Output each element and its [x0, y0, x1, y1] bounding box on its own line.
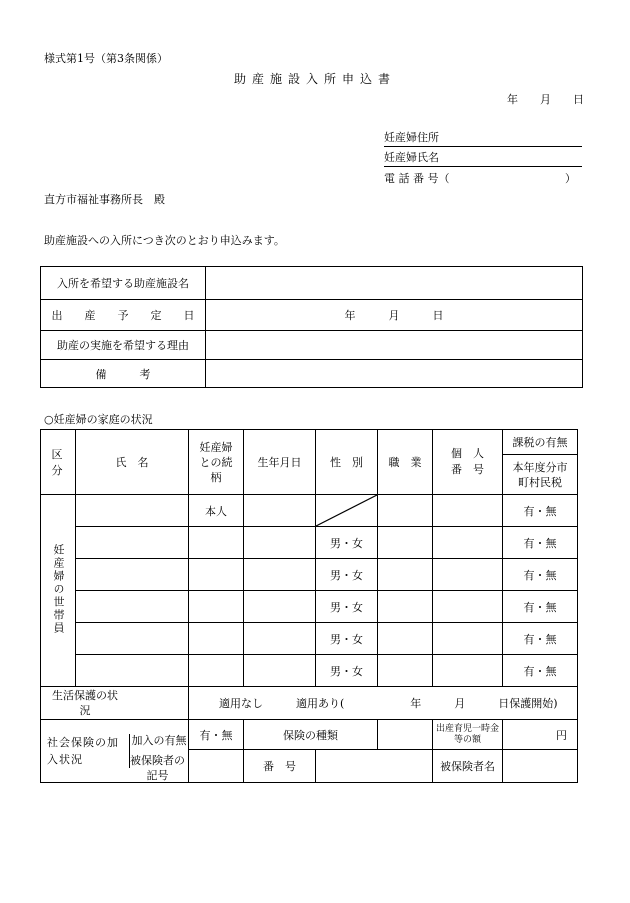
- insured-name-label: 被保険者名: [433, 750, 503, 783]
- member-sex-1: [316, 495, 378, 527]
- addressee: 直方市福祉事務所長 殿: [44, 193, 165, 206]
- member-sex-3[interactable]: 男・女: [316, 559, 378, 591]
- header-sex: 性 別: [316, 430, 378, 495]
- lump-sum-value[interactable]: 円: [503, 720, 578, 750]
- member-sex-5[interactable]: 男・女: [316, 623, 378, 655]
- welfare-label: 生活保護の状況: [41, 687, 189, 720]
- applicant-address-label: 妊産婦住所: [384, 131, 439, 144]
- member-number-6[interactable]: [433, 655, 503, 687]
- member-occupation-3[interactable]: [378, 559, 433, 591]
- application-table: [40, 266, 583, 388]
- remarks-label: 備 考: [41, 360, 206, 388]
- due-date-label: 出 産 予 定 日: [41, 300, 206, 331]
- diagonal-slash: [316, 495, 377, 526]
- applicant-phone-close: ）: [565, 172, 576, 185]
- member-birthdate-4[interactable]: [244, 591, 316, 623]
- member-relation-2[interactable]: [189, 527, 244, 559]
- insured-symbol-input[interactable]: [189, 750, 244, 783]
- header-tax-subheader: 本年度分市町村民税: [503, 455, 578, 495]
- member-relation-1[interactable]: 本人: [189, 495, 244, 527]
- member-name-5[interactable]: [76, 623, 189, 655]
- applicant-name-label: 妊産婦氏名: [384, 151, 439, 164]
- member-birthdate-1[interactable]: [244, 495, 316, 527]
- member-tax-4[interactable]: 有・無: [503, 591, 578, 623]
- member-relation-6[interactable]: [189, 655, 244, 687]
- insured-symbol-label: 被保険者の記号: [130, 754, 185, 782]
- header-category: 区分: [41, 430, 76, 495]
- application-date: 年 月 日: [507, 93, 584, 106]
- form-title: 助産施設入所申込書: [233, 72, 396, 86]
- member-sex-2[interactable]: 男・女: [316, 527, 378, 559]
- insurance-enrolled-value[interactable]: 有・無: [189, 720, 244, 750]
- intro-text: 助産施設への入所につき次のとおり申込みます。: [44, 234, 285, 247]
- reason-label: 助産の実施を希望する理由: [41, 331, 206, 360]
- header-individual-number: 個 人番 号: [433, 430, 503, 495]
- member-number-4[interactable]: [433, 591, 503, 623]
- member-name-3[interactable]: [76, 559, 189, 591]
- household-table: [40, 429, 578, 783]
- applicant-phone-field[interactable]: [384, 170, 582, 186]
- facility-label: 入所を希望する助産施設名: [41, 267, 206, 300]
- insurance-enrolled-label: 加入の有無: [129, 734, 188, 768]
- member-name-6[interactable]: [76, 655, 189, 687]
- member-sex-6[interactable]: 男・女: [316, 655, 378, 687]
- member-occupation-6[interactable]: [378, 655, 433, 687]
- member-tax-1[interactable]: 有・無: [503, 495, 578, 527]
- member-number-5[interactable]: [433, 623, 503, 655]
- member-occupation-1[interactable]: [378, 495, 433, 527]
- insured-name-input[interactable]: [503, 750, 578, 783]
- member-occupation-5[interactable]: [378, 623, 433, 655]
- header-name: 氏 名: [76, 430, 189, 495]
- member-tax-5[interactable]: 有・無: [503, 623, 578, 655]
- insurance-type-input[interactable]: [378, 720, 433, 750]
- member-relation-3[interactable]: [189, 559, 244, 591]
- insurance-label: 社会保険の加入状況 加入の有無: [41, 720, 189, 783]
- member-tax-3[interactable]: 有・無: [503, 559, 578, 591]
- member-occupation-4[interactable]: [378, 591, 433, 623]
- header-birthdate: 生年月日: [244, 430, 316, 495]
- member-birthdate-6[interactable]: [244, 655, 316, 687]
- reason-input[interactable]: [206, 331, 583, 360]
- member-birthdate-3[interactable]: [244, 559, 316, 591]
- applicant-phone-label: 電 話 番 号（: [384, 172, 450, 185]
- household-section-title: ○妊産婦の家庭の状況: [44, 413, 153, 426]
- due-date-input[interactable]: 年 月 日: [206, 300, 583, 331]
- insurance-type-label: 保険の種類: [244, 720, 378, 750]
- member-birthdate-5[interactable]: [244, 623, 316, 655]
- member-name-4[interactable]: [76, 591, 189, 623]
- form-number: 様式第1号（第3条関係）: [44, 52, 168, 65]
- member-relation-5[interactable]: [189, 623, 244, 655]
- member-tax-6[interactable]: 有・無: [503, 655, 578, 687]
- facility-input[interactable]: [206, 267, 583, 300]
- member-name-2[interactable]: [76, 527, 189, 559]
- insured-number-input[interactable]: [316, 750, 433, 783]
- household-group-label: 妊産婦の世帯員: [41, 495, 76, 687]
- remarks-input[interactable]: [206, 360, 583, 388]
- insured-number-label: 番 号: [244, 750, 316, 783]
- header-relation: 妊産婦との続柄: [189, 430, 244, 495]
- member-relation-4[interactable]: [189, 591, 244, 623]
- member-number-2[interactable]: [433, 527, 503, 559]
- member-tax-2[interactable]: 有・無: [503, 527, 578, 559]
- member-occupation-2[interactable]: [378, 527, 433, 559]
- member-sex-4[interactable]: 男・女: [316, 591, 378, 623]
- member-birthdate-2[interactable]: [244, 527, 316, 559]
- welfare-value[interactable]: 適用なし 適用あり( 年 月 日保護開始): [189, 687, 578, 720]
- member-number-3[interactable]: [433, 559, 503, 591]
- header-tax-status: 課税の有無: [503, 430, 578, 455]
- member-number-1[interactable]: [433, 495, 503, 527]
- applicant-name-field[interactable]: [384, 149, 582, 167]
- member-name-1[interactable]: [76, 495, 189, 527]
- lump-sum-label: 出産育児一時金等の額: [433, 720, 503, 750]
- header-occupation: 職 業: [378, 430, 433, 495]
- applicant-address-field[interactable]: [384, 129, 582, 147]
